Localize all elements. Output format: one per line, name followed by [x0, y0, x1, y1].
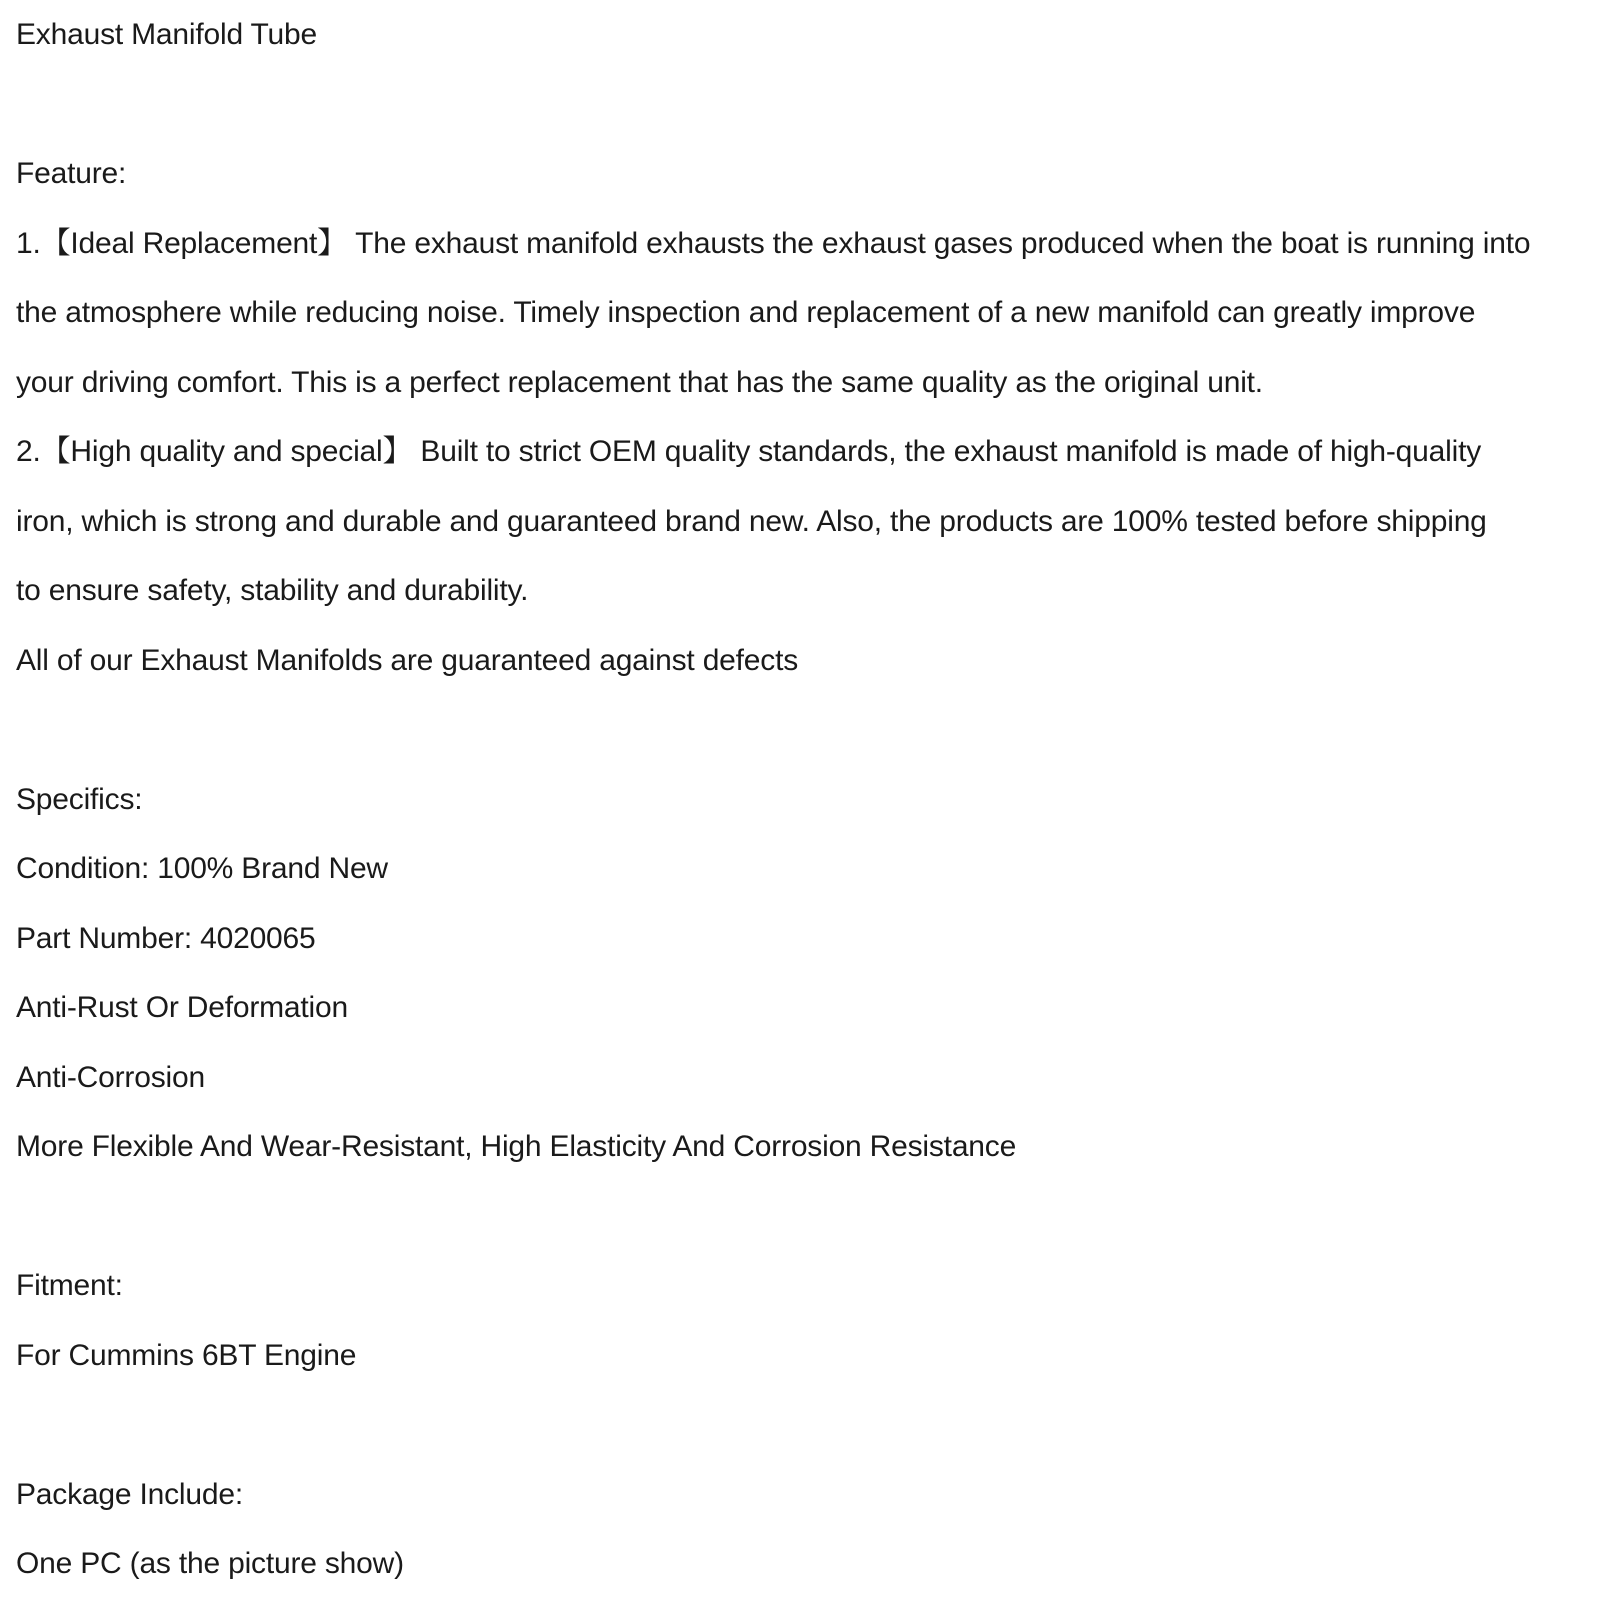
feature-line: your driving comfort. This is a perfect replacement that has the same quality as the original unit. — [16, 365, 1263, 399]
feature-heading: Feature: — [16, 157, 127, 190]
spacer — [16, 70, 1586, 140]
feature-line: the atmosphere while reducing noise. Timely inspection and replacement of a new manifold can greatly improve — [16, 296, 1476, 329]
feature-line: All of our Exhaust Manifolds are guaranteed against defects — [16, 643, 799, 677]
page-title: Exhaust Manifold Tube — [16, 18, 317, 51]
specifics-line: More Flexible And Wear-Resistant, High Elasticity And Corrosion Resistance — [16, 1130, 1017, 1163]
specifics-line: Condition: 100% Brand New — [16, 852, 388, 885]
feature-line: to ensure safety, stability and durability. — [16, 574, 529, 607]
fitment-heading: Fitment: — [16, 1269, 123, 1302]
specifics-line: Part Number: 4020065 — [16, 921, 316, 955]
spacer — [16, 695, 1586, 765]
feature-line: 2.【High quality and special】 Built to strict OEM quality standards, the exhaust manifold is made of high-quality — [16, 435, 1482, 468]
package-heading: Package Include: — [16, 1477, 243, 1511]
spacer — [16, 1390, 1586, 1460]
specifics-heading: Specifics: — [16, 782, 143, 816]
specifics-line: Anti-Rust Or Deformation — [16, 991, 348, 1024]
feature-line: iron, which is strong and durable and guaranteed brand new. Also, the products are 100% tested before shipping — [16, 504, 1487, 538]
product-description — [16, 0, 1586, 1599]
spacer — [16, 1182, 1586, 1252]
feature-line: 1.【Ideal Replacement】 The exhaust manifold exhausts the exhaust gases produced when the boat is running into — [16, 226, 1531, 260]
fitment-line: For Cummins 6BT Engine — [16, 1338, 357, 1372]
specifics-line: Anti-Corrosion — [16, 1060, 205, 1094]
package-line: One PC (as the picture show) — [16, 1547, 404, 1580]
